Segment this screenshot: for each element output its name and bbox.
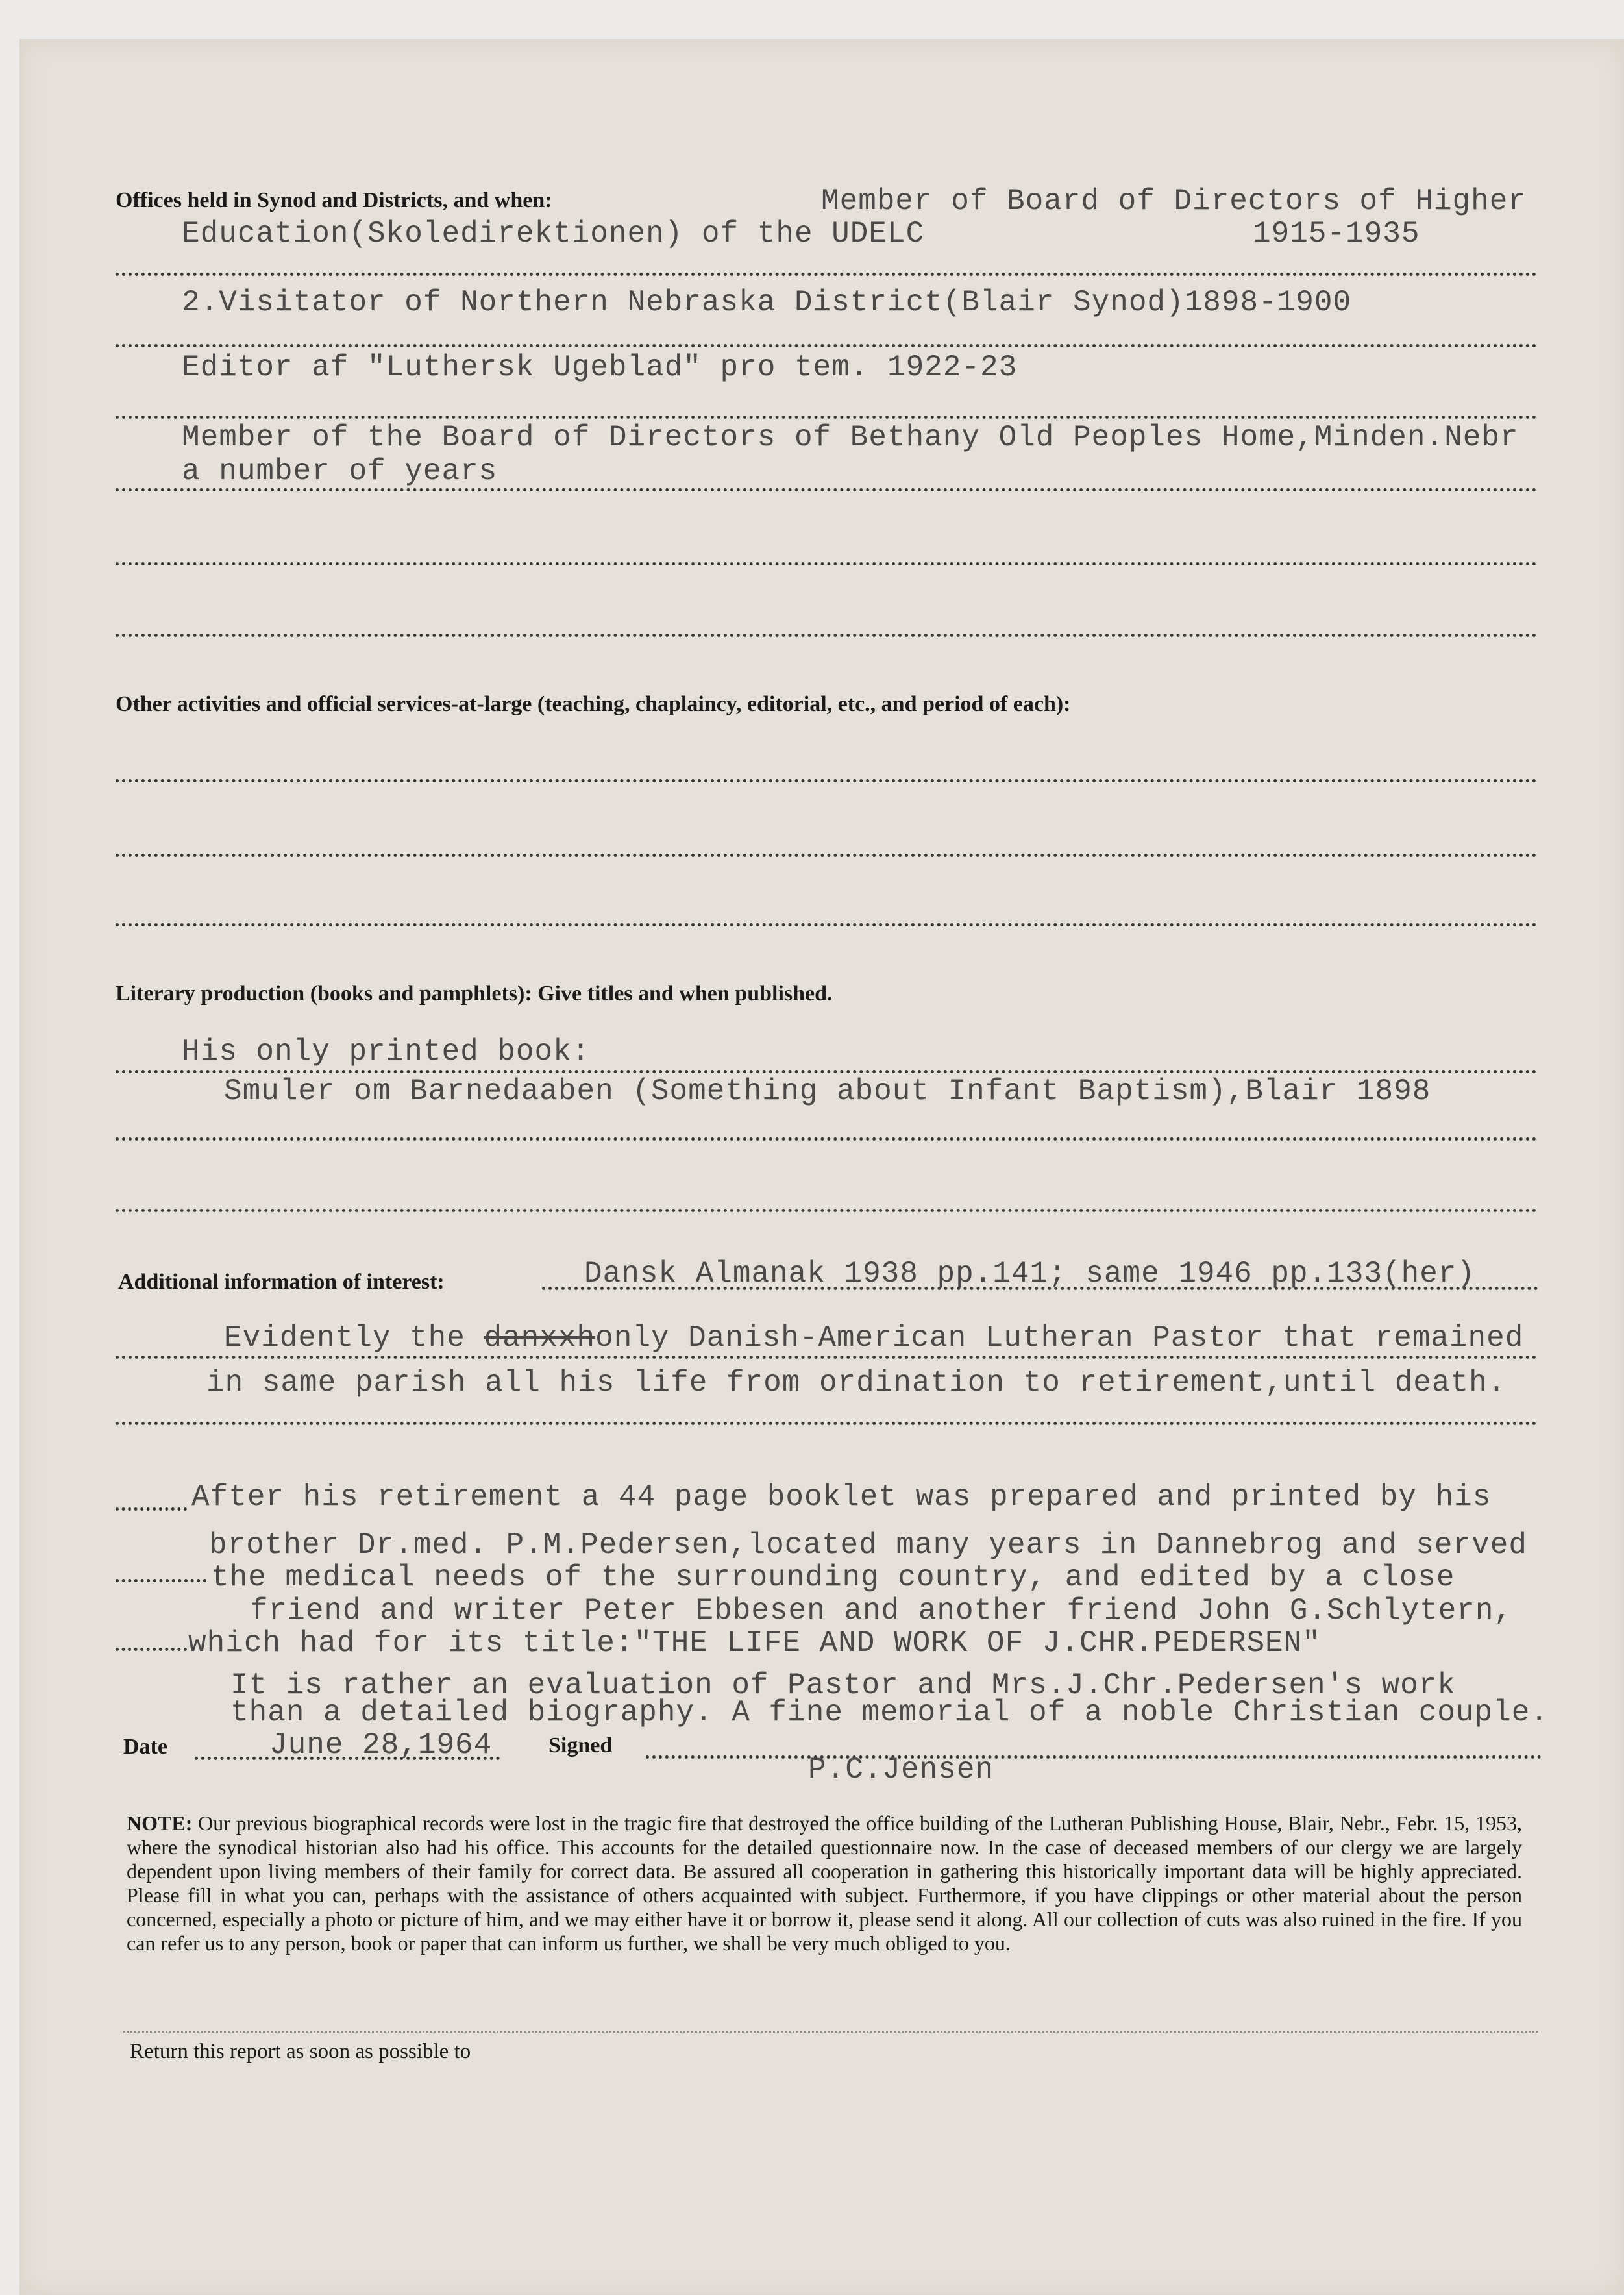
additional-entry-8: It is rather an evaluation of Pastor and Mrs.J.Chr.Pedersen's work (230, 1669, 1456, 1702)
offices-entry-2: 2.Visitator of Northern Nebraska District(Blair Synod)1898-1900 (182, 286, 1352, 319)
offices-label: Offices held in Synod and Districts, and when: (116, 188, 552, 212)
signed-label: Signed (548, 1733, 613, 1757)
offices-entry-4b: a number of years (182, 454, 498, 488)
fill-line (116, 634, 1537, 637)
fill-line (116, 562, 1537, 565)
offices-entry-4a: Member of the Board of Directors of Bethany Old Peoples Home,Minden.Nebr (182, 421, 1519, 454)
fill-line (116, 854, 1537, 857)
additional-entry-3: After his retirement a 44 page booklet was prepared and printed by his (191, 1480, 1492, 1514)
fill-line (116, 1579, 206, 1582)
fill-line (116, 416, 1537, 419)
fill-line (123, 2031, 1538, 2033)
signed-value: P.C.Jensen (808, 1753, 994, 1787)
date-value: June 28,1964 (269, 1728, 493, 1762)
offices-entry-1a: Member of Board of Directors of Higher (821, 184, 1527, 218)
fill-line (116, 1137, 1537, 1141)
signature-line (646, 1755, 1542, 1759)
additional-label: Additional information of interest: (118, 1270, 445, 1294)
additional-entry-4: brother Dr.med. P.M.Pedersen,located many years in Dannebrog and served (209, 1528, 1527, 1562)
fill-line (116, 923, 1537, 926)
note-lead: NOTE: (127, 1811, 193, 1835)
literary-label: Literary production (books and pamphlets): Give titles and when published. (116, 982, 833, 1006)
additional-reference: Dansk Almanak 1938 pp.141; same 1946 pp.133(her) (584, 1257, 1476, 1291)
additional-entry-6: friend and writer Peter Ebbesen and another friend John G.Schlytern, (250, 1594, 1513, 1628)
fill-line (116, 273, 1537, 276)
fill-line (116, 1648, 187, 1651)
date-label: Date (123, 1735, 167, 1759)
fill-line (116, 1422, 1537, 1425)
literary-entry-2: Smuler om Barnedaaben (Something about Infant Baptism),Blair 1898 (224, 1074, 1431, 1108)
offices-entry-1-year: 1915-1935 (1253, 217, 1420, 251)
fill-line (116, 1070, 1537, 1073)
offices-entry-1b: Education(Skoledirektionen) of the UDELC (182, 217, 925, 251)
additional-entry-1: Evidently the danxxhonly Danish-American Lutheran Pastor that remained (224, 1321, 1524, 1355)
additional-entry-9: than a detailed biography. A fine memorial of a noble Christian couple. (230, 1696, 1549, 1730)
fill-line (116, 1507, 187, 1511)
note-paragraph (127, 1811, 1522, 1955)
fill-line (116, 1356, 1537, 1359)
additional-entry-2: in same parish all his life from ordination to retirement,until death. (206, 1366, 1507, 1400)
offices-entry-3: Editor af "Luthersk Ugeblad" pro tem. 1922-23 (182, 351, 1018, 384)
additional-entry-5: the medical needs of the surrounding country, and edited by a close (211, 1561, 1455, 1594)
fill-line (116, 344, 1537, 347)
additional-entry-7: which had for its title:"THE LIFE AND WORK OF J.CHR.PEDERSEN" (188, 1626, 1321, 1660)
literary-entry-1: His only printed book: (182, 1035, 591, 1069)
note-text: Our previous biographical records were lost in the tragic fire that destroyed the office building of the Lutheran Publishing House, Blair, Nebr., Febr. 15, 1953, where the synodical historian also had his office. This accounts for the detailed questionnaire now. In the case of deceased members of our clergy we are largely dependent upon living members of their family for correct data. Be assured all cooperation in gathering this historically important data will be highly appreciated. Please fill in what you can, perhaps with the assistance of others acquainted with subject. Furthermore, if you have clippings or other material about the person concerned, especially a photo or picture of him, and we may either have it or borrow it, please send it along. All our collection of cuts was also ruined in the fire. If you can refer us to any person, book or paper that can inform us further, we shall be very much obliged to you. (127, 1811, 1523, 1955)
fill-line (116, 1209, 1537, 1212)
other-activities-label: Other activities and official services-at-large (teaching, chaplaincy, editorial, etc., and period of each): (116, 692, 1071, 716)
fill-line (116, 488, 1537, 491)
return-label: Return this report as soon as possible to (130, 2040, 471, 2063)
fill-line (116, 779, 1537, 782)
